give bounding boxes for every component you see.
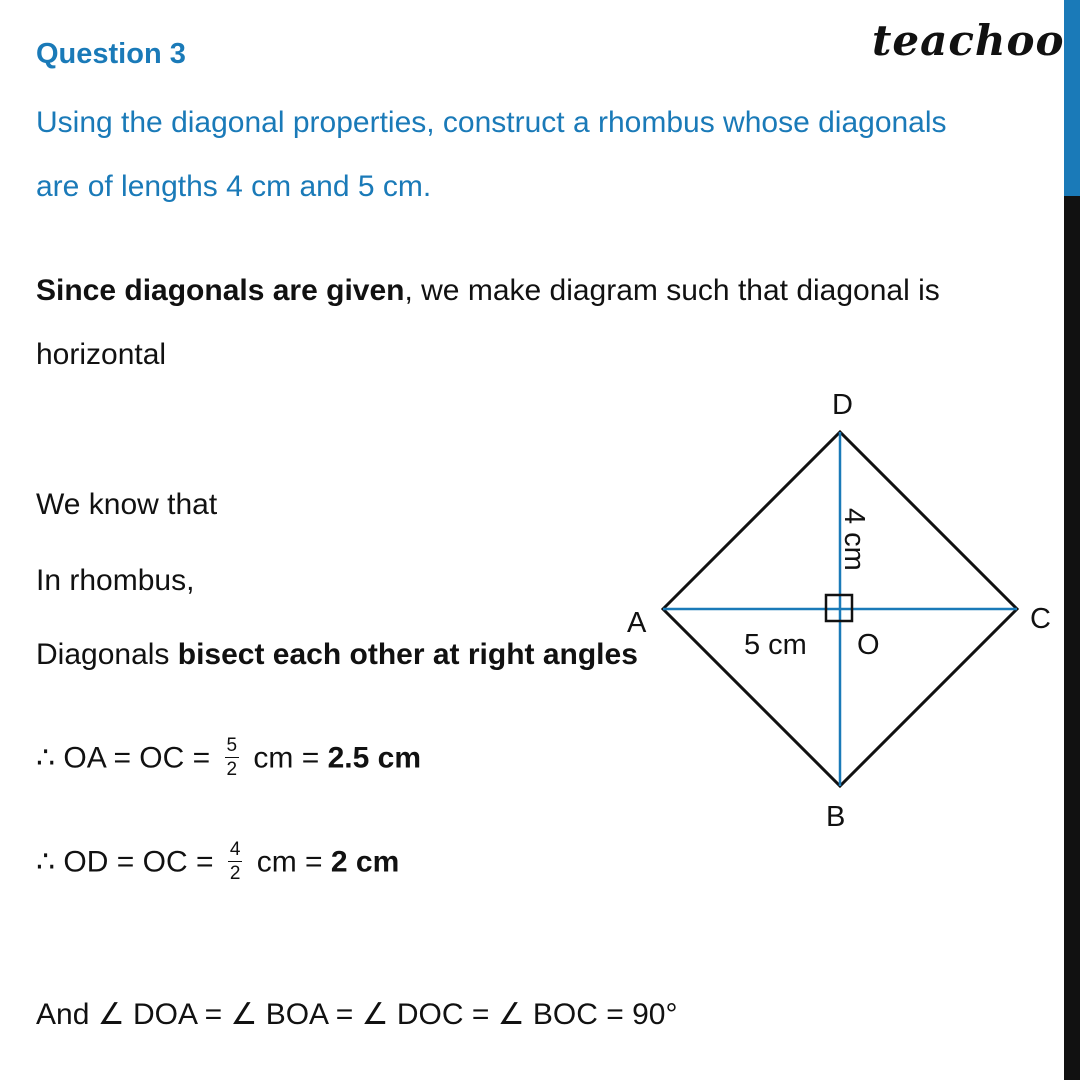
eq2-denominator: 2 (229, 863, 241, 884)
eq2-prefix: ∴ OD = OC = (36, 845, 222, 879)
vertical-length-label: 4 cm (838, 508, 870, 571)
since-bold-text: Since diagonals are given (36, 274, 405, 307)
teachoo-logo: teachoo (872, 16, 1065, 65)
question-title: Question 3 (36, 38, 186, 70)
eq1-prefix: ∴ OA = OC = (36, 741, 219, 775)
eq1-mid: cm = (245, 741, 328, 775)
vertex-label-b: B (826, 801, 846, 833)
eq2-mid: cm = (248, 845, 331, 879)
we-know-text: We know that (36, 488, 218, 521)
vertex-label-a: A (627, 607, 647, 639)
scrollbar-thumb[interactable] (1064, 0, 1080, 196)
vertex-label-c: C (1030, 603, 1051, 635)
angles-statement: And ∠ DOA = ∠ BOA = ∠ DOC = ∠ BOC = 90° (36, 998, 678, 1031)
in-rhombus-text: In rhombus, (36, 564, 195, 597)
center-label-o: O (857, 629, 880, 661)
question-text-line-1: Using the diagonal properties, construct a rhombus whose diagonals (36, 106, 947, 139)
since-line-2: horizontal (36, 338, 167, 371)
horizontal-length-label: 5 cm (744, 629, 807, 661)
diagonals-prefix: Diagonals (36, 638, 178, 671)
eq1-result: 2.5 cm (327, 741, 421, 775)
question-text-line-2: are of lengths 4 cm and 5 cm. (36, 170, 432, 203)
eq2-result: 2 cm (330, 845, 400, 879)
diagonals-bold: bisect each other at right angles (177, 638, 638, 671)
eq1-denominator: 2 (226, 759, 238, 780)
eq2-numerator: 4 (229, 839, 241, 860)
since-rest-text: , we make diagram such that diagonal is (404, 274, 940, 307)
eq1-numerator: 5 (226, 735, 238, 756)
vertex-label-d: D (832, 389, 853, 421)
